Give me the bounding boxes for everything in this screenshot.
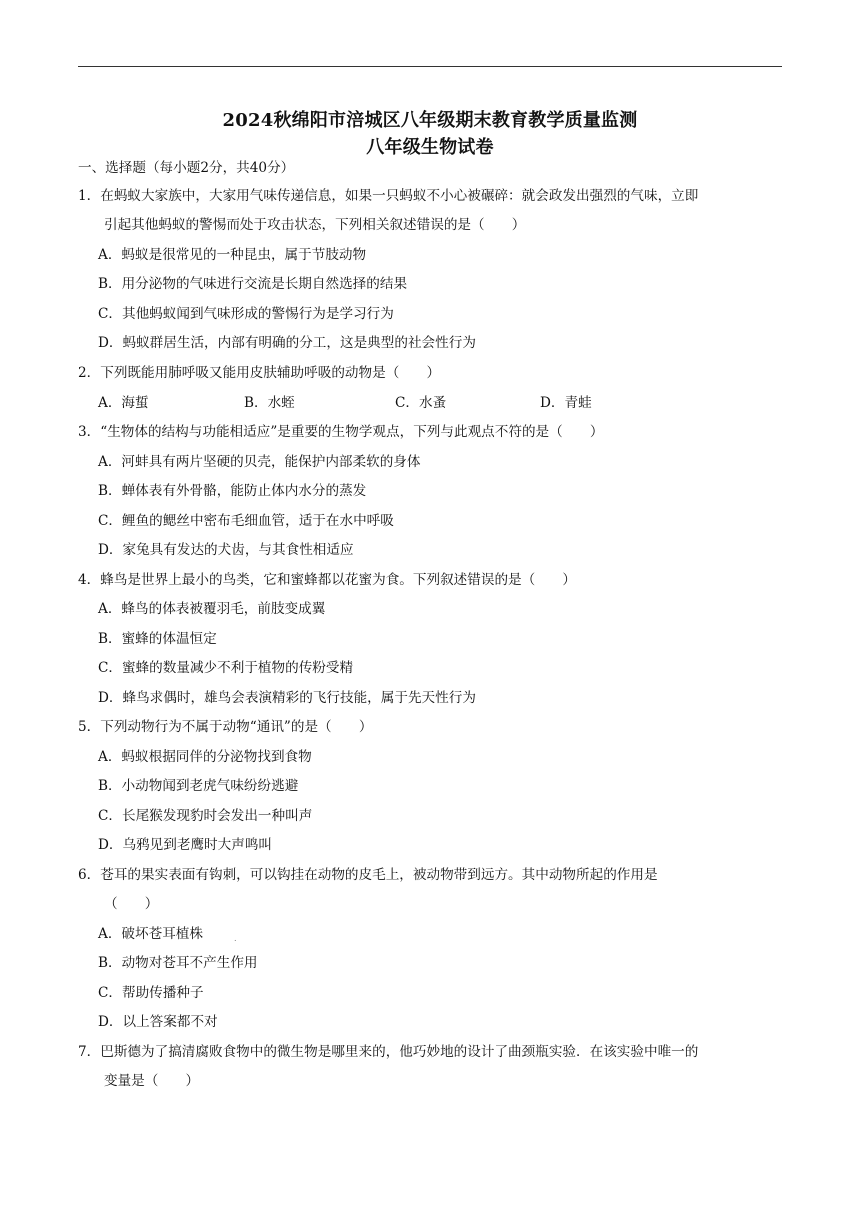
question-5-stem: 5．下列动物行为不属于动物“通讯”的是（ ）: [78, 719, 373, 735]
question-6-stem-line-1: 6．苍耳的果实表面有钩刺，可以钩挂在动物的皮毛上，被动物带到远方。其中动物所起的作用是: [78, 867, 658, 883]
question-4-option-a: A．蜂鸟的体表被覆羽毛，前肢变成翼: [98, 601, 326, 617]
stray-dot: .: [234, 934, 237, 943]
question-4-option-b: B．蜜蜂的体温恒定: [98, 631, 217, 647]
question-5-option-a: A．蚂蚁根据同伴的分泌物找到食物: [98, 749, 312, 765]
question-3-option-d: D．家兔具有发达的犬齿，与其食性相适应: [98, 542, 354, 558]
question-1-stem-line-1: 1．在蚂蚁大家族中，大家用气味传递信息，如果一只蚂蚁不小心被碾碎：就会政发出强烈的气味，立即: [78, 188, 699, 204]
question-1-stem-line-2: 引起其他蚂蚁的警惕而处于攻击状态，下列相关叙述错误的是（ ）: [104, 217, 526, 233]
question-6-option-d: D．以上答案都不对: [98, 1014, 218, 1030]
question-2-stem: 2．下列既能用肺呼吸又能用皮肤辅助呼吸的动物是（ ）: [78, 365, 441, 381]
question-2-option-c: C．水蚤: [395, 395, 447, 411]
question-2-option-a: A．海蜇: [98, 395, 149, 411]
question-1-option-b: B．用分泌物的气味进行交流是长期自然选择的结果: [98, 276, 408, 292]
question-4-option-d: D．蜂鸟求偶时，雄鸟会表演精彩的飞行技能，属于先天性行为: [98, 690, 476, 706]
question-5-option-c: C．长尾猴发现豹时会发出一种叫声: [98, 808, 313, 824]
question-2-option-b: B．水蛭: [244, 395, 295, 411]
question-2-option-d: D．青蛙: [540, 395, 592, 411]
question-6-option-c: C．帮助传播种子: [98, 985, 204, 1001]
question-7-stem-line-1: 7．巴斯德为了搞清腐败食物中的微生物是哪里来的，他巧妙地的设计了曲颈瓶实验．在该实验中唯一的: [78, 1044, 699, 1060]
question-3-option-c: C．鲤鱼的鳃丝中密布毛细血管，适于在水中呼吸: [98, 513, 394, 529]
exam-subtitle: 八年级生物试卷: [366, 137, 494, 158]
question-5-option-d: D．乌鸦见到老鹰时大声鸣叫: [98, 837, 273, 853]
question-3-option-b: B．蝉体表有外骨骼，能防止体内水分的蒸发: [98, 483, 367, 499]
question-1-option-c: C．其他蚂蚁闻到气味形成的警惕行为是学习行为: [98, 306, 394, 322]
header-rule: [78, 66, 782, 67]
question-4-option-c: C．蜜蜂的数量减少不利于植物的传粉受精: [98, 660, 354, 676]
question-7-stem-line-2: 变量是（ ）: [104, 1073, 200, 1089]
question-6-option-a: A．破坏苍耳植株: [98, 926, 203, 942]
question-5-option-b: B．小动物闻到老虎气味纷纷逃避: [98, 778, 299, 794]
question-1-option-a: A．蚂蚁是很常见的一种昆虫，属于节肢动物: [98, 247, 367, 263]
exam-title: 2024秋绵阳市涪城区八年级期末教育教学质量监测: [222, 110, 638, 131]
question-1-option-d: D．蚂蚁群居生活，内部有明确的分工，这是典型的社会性行为: [98, 335, 476, 351]
question-3-stem: 3．“生物体的结构与功能相适应”是重要的生物学观点，下列与此观点不符的是（ ）: [78, 424, 604, 440]
question-6-stem-line-2: （ ）: [104, 896, 159, 912]
question-6-option-b: B．动物对苍耳不产生作用: [98, 955, 258, 971]
question-3-option-a: A．河蚌具有两片坚硬的贝壳，能保护内部柔软的身体: [98, 454, 421, 470]
question-4-stem: 4．蜂鸟是世界上最小的鸟类，它和蜜蜂都以花蜜为食。下列叙述错误的是（ ）: [78, 572, 577, 588]
section-heading: 一、选择题（每小题2分，共40分）: [78, 160, 295, 176]
